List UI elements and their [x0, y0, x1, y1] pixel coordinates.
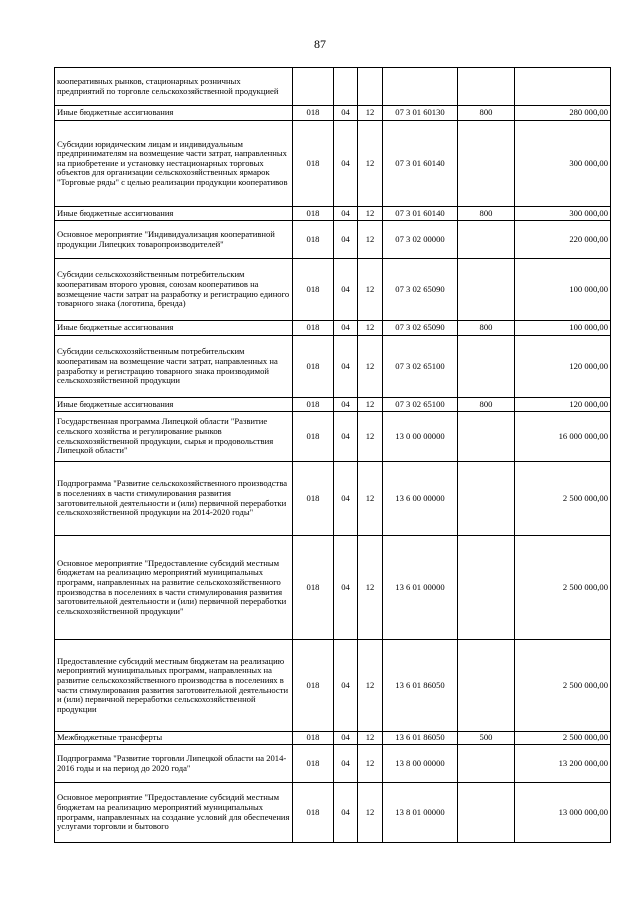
table-row — [55, 207, 611, 221]
subsection-code-cell: 12 — [358, 207, 383, 221]
expense-type-cell — [458, 783, 515, 843]
expense-type-cell — [458, 221, 515, 259]
sum-cell: 13 000 000,00 — [515, 783, 611, 843]
target-article-cell: 07 3 02 00000 — [383, 221, 458, 259]
row-name-cell: Основное мероприятие "Индивидуализация кооперативной продукции Липецких товаропроизводителей" — [55, 221, 293, 259]
subsection-code-cell: 12 — [358, 259, 383, 321]
section-code-cell: 04 — [334, 783, 358, 843]
section-code-cell: 04 — [334, 640, 358, 732]
expense-type-cell: 800 — [458, 207, 515, 221]
section-code-cell: 04 — [334, 412, 358, 462]
table-row — [55, 336, 611, 398]
page-number: 87 — [314, 37, 326, 51]
subsection-code-cell: 12 — [358, 412, 383, 462]
ministry-code-cell: 018 — [293, 745, 334, 783]
sum-cell: 220 000,00 — [515, 221, 611, 259]
ministry-code-cell: 018 — [293, 221, 334, 259]
ministry-code-cell: 018 — [293, 783, 334, 843]
expense-type-cell — [458, 462, 515, 536]
table-row — [55, 732, 611, 745]
subsection-code-cell: 12 — [358, 462, 383, 536]
section-code-cell: 04 — [334, 321, 358, 336]
sum-cell: 280 000,00 — [515, 106, 611, 121]
ministry-code-cell: 018 — [293, 207, 334, 221]
target-article-cell: 13 6 01 86050 — [383, 640, 458, 732]
sum-cell: 100 000,00 — [515, 259, 611, 321]
row-name-cell: Межбюджетные трансферты — [55, 732, 293, 745]
row-name-cell: Иные бюджетные ассигнования — [55, 106, 293, 121]
ministry-code-cell: 018 — [293, 321, 334, 336]
sum-cell — [515, 68, 611, 106]
expense-type-cell: 800 — [458, 106, 515, 121]
table-row — [55, 783, 611, 843]
budget-table — [54, 67, 611, 843]
target-article-cell: 13 6 00 00000 — [383, 462, 458, 536]
table-row — [55, 398, 611, 412]
row-name-cell: Основное мероприятие "Предоставление субсидий местным бюджетам на реализацию мероприятий муниципальных программ, направленных на развитие сельскохозяйственного производства в поселениях в части стимулирования развития заготовительной деятельности и (или) первичной переработки сельскохозяйственной продукции" — [55, 536, 293, 640]
section-code-cell: 04 — [334, 398, 358, 412]
ministry-code-cell: 018 — [293, 412, 334, 462]
section-code-cell: 04 — [334, 207, 358, 221]
target-article-cell: 07 3 01 60140 — [383, 207, 458, 221]
expense-type-cell: 800 — [458, 398, 515, 412]
table-row — [55, 68, 611, 106]
section-code-cell: 04 — [334, 259, 358, 321]
expense-type-cell — [458, 536, 515, 640]
sum-cell: 2 500 000,00 — [515, 640, 611, 732]
subsection-code-cell: 12 — [358, 398, 383, 412]
expense-type-cell: 800 — [458, 321, 515, 336]
sum-cell: 2 500 000,00 — [515, 536, 611, 640]
expense-type-cell — [458, 412, 515, 462]
subsection-code-cell — [358, 68, 383, 106]
ministry-code-cell — [293, 68, 334, 106]
sum-cell: 300 000,00 — [515, 121, 611, 207]
row-name-cell: Подпрограмма "Развитие сельскохозяйственного производства в поселениях в части стимулирования развития заготовительной деятельности и (или) первичной переработки сельскохозяйственной продукции на 2014-2020 годы" — [55, 462, 293, 536]
expense-type-cell — [458, 68, 515, 106]
section-code-cell: 04 — [334, 732, 358, 745]
target-article-cell — [383, 68, 458, 106]
table-row — [55, 106, 611, 121]
sum-cell: 120 000,00 — [515, 398, 611, 412]
target-article-cell: 07 3 02 65090 — [383, 259, 458, 321]
sum-cell: 100 000,00 — [515, 321, 611, 336]
row-name-cell: Субсидии сельскохозяйственным потребительским кооперативам второго уровня, союзам кооперативов на возмещение части затрат на разработку и регистрацию единого товарного знака (логотипа, бренда) — [55, 259, 293, 321]
subsection-code-cell: 12 — [358, 221, 383, 259]
ministry-code-cell: 018 — [293, 536, 334, 640]
subsection-code-cell: 12 — [358, 321, 383, 336]
ministry-code-cell: 018 — [293, 462, 334, 536]
subsection-code-cell: 12 — [358, 783, 383, 843]
table-row — [55, 221, 611, 259]
target-article-cell: 13 8 00 00000 — [383, 745, 458, 783]
section-code-cell: 04 — [334, 336, 358, 398]
row-name-cell: Иные бюджетные ассигнования — [55, 207, 293, 221]
expense-type-cell — [458, 745, 515, 783]
target-article-cell: 07 3 02 65100 — [383, 336, 458, 398]
row-name-cell: Предоставление субсидий местным бюджетам на реализацию мероприятий муниципальных программ, направленных на развитие сельскохозяйственного производства в поселениях в части стимулирования развития заготовительной деятельности и (или) первичной переработки сельскохозяйственной продукции — [55, 640, 293, 732]
section-code-cell: 04 — [334, 745, 358, 783]
row-name-cell: Государственная программа Липецкой области "Развитие сельского хозяйства и регулирование рынков сельскохозяйственной продукции, сырья и продовольствия Липецкой области" — [55, 412, 293, 462]
sum-cell: 2 500 000,00 — [515, 462, 611, 536]
ministry-code-cell: 018 — [293, 732, 334, 745]
target-article-cell: 13 0 00 00000 — [383, 412, 458, 462]
sum-cell: 13 200 000,00 — [515, 745, 611, 783]
sum-cell: 120 000,00 — [515, 336, 611, 398]
ministry-code-cell: 018 — [293, 106, 334, 121]
table-row — [55, 412, 611, 462]
subsection-code-cell: 12 — [358, 336, 383, 398]
subsection-code-cell: 12 — [358, 106, 383, 121]
target-article-cell: 07 3 01 60140 — [383, 121, 458, 207]
section-code-cell: 04 — [334, 221, 358, 259]
section-code-cell — [334, 68, 358, 106]
ministry-code-cell: 018 — [293, 336, 334, 398]
table-row — [55, 745, 611, 783]
section-code-cell: 04 — [334, 106, 358, 121]
row-name-cell: Основное мероприятие "Предоставление субсидий местным бюджетам на реализацию мероприятий муниципальных программ, направленных на создание условий для обеспечения услугами торговли и бытового — [55, 783, 293, 843]
target-article-cell: 13 6 01 86050 — [383, 732, 458, 745]
ministry-code-cell: 018 — [293, 121, 334, 207]
expense-type-cell: 500 — [458, 732, 515, 745]
table-row — [55, 121, 611, 207]
section-code-cell: 04 — [334, 536, 358, 640]
subsection-code-cell: 12 — [358, 121, 383, 207]
table-row — [55, 536, 611, 640]
row-name-cell: Субсидии сельскохозяйственным потребительским кооперативам на возмещение части затрат, направленных на разработку и регистрацию товарного знака производимой сельскохозяйственной продукции — [55, 336, 293, 398]
expense-type-cell — [458, 121, 515, 207]
section-code-cell: 04 — [334, 121, 358, 207]
subsection-code-cell: 12 — [358, 536, 383, 640]
target-article-cell: 13 8 01 00000 — [383, 783, 458, 843]
subsection-code-cell: 12 — [358, 732, 383, 745]
table-row — [55, 259, 611, 321]
expense-type-cell — [458, 336, 515, 398]
ministry-code-cell: 018 — [293, 398, 334, 412]
row-name-cell: Иные бюджетные ассигнования — [55, 398, 293, 412]
section-code-cell: 04 — [334, 462, 358, 536]
target-article-cell: 07 3 01 60130 — [383, 106, 458, 121]
expense-type-cell — [458, 640, 515, 732]
expense-type-cell — [458, 259, 515, 321]
target-article-cell: 07 3 02 65100 — [383, 398, 458, 412]
row-name-cell: Субсидии юридическим лицам и индивидуальным предпринимателям на возмещение части затрат, направленных на приобретение и установку нестационарных торговых объектов для организации сельскохозяйственных ярмарок "Торговые ряды" с целью реализации продукции кооперативов — [55, 121, 293, 207]
row-name-cell: Подпрограмма "Развитие торговли Липецкой области на 2014-2016 годы и на период до 2020 года" — [55, 745, 293, 783]
sum-cell: 16 000 000,00 — [515, 412, 611, 462]
ministry-code-cell: 018 — [293, 640, 334, 732]
row-name-cell: Иные бюджетные ассигнования — [55, 321, 293, 336]
sum-cell: 2 500 000,00 — [515, 732, 611, 745]
target-article-cell: 07 3 02 65090 — [383, 321, 458, 336]
subsection-code-cell: 12 — [358, 745, 383, 783]
subsection-code-cell: 12 — [358, 640, 383, 732]
row-name-cell: кооперативных рынков, стационарных розничных предприятий по торговле сельскохозяйственной продукцией — [55, 68, 293, 106]
table-body — [55, 68, 611, 843]
target-article-cell: 13 6 01 00000 — [383, 536, 458, 640]
sum-cell: 300 000,00 — [515, 207, 611, 221]
table-row — [55, 640, 611, 732]
table-row — [55, 462, 611, 536]
table-row — [55, 321, 611, 336]
ministry-code-cell: 018 — [293, 259, 334, 321]
